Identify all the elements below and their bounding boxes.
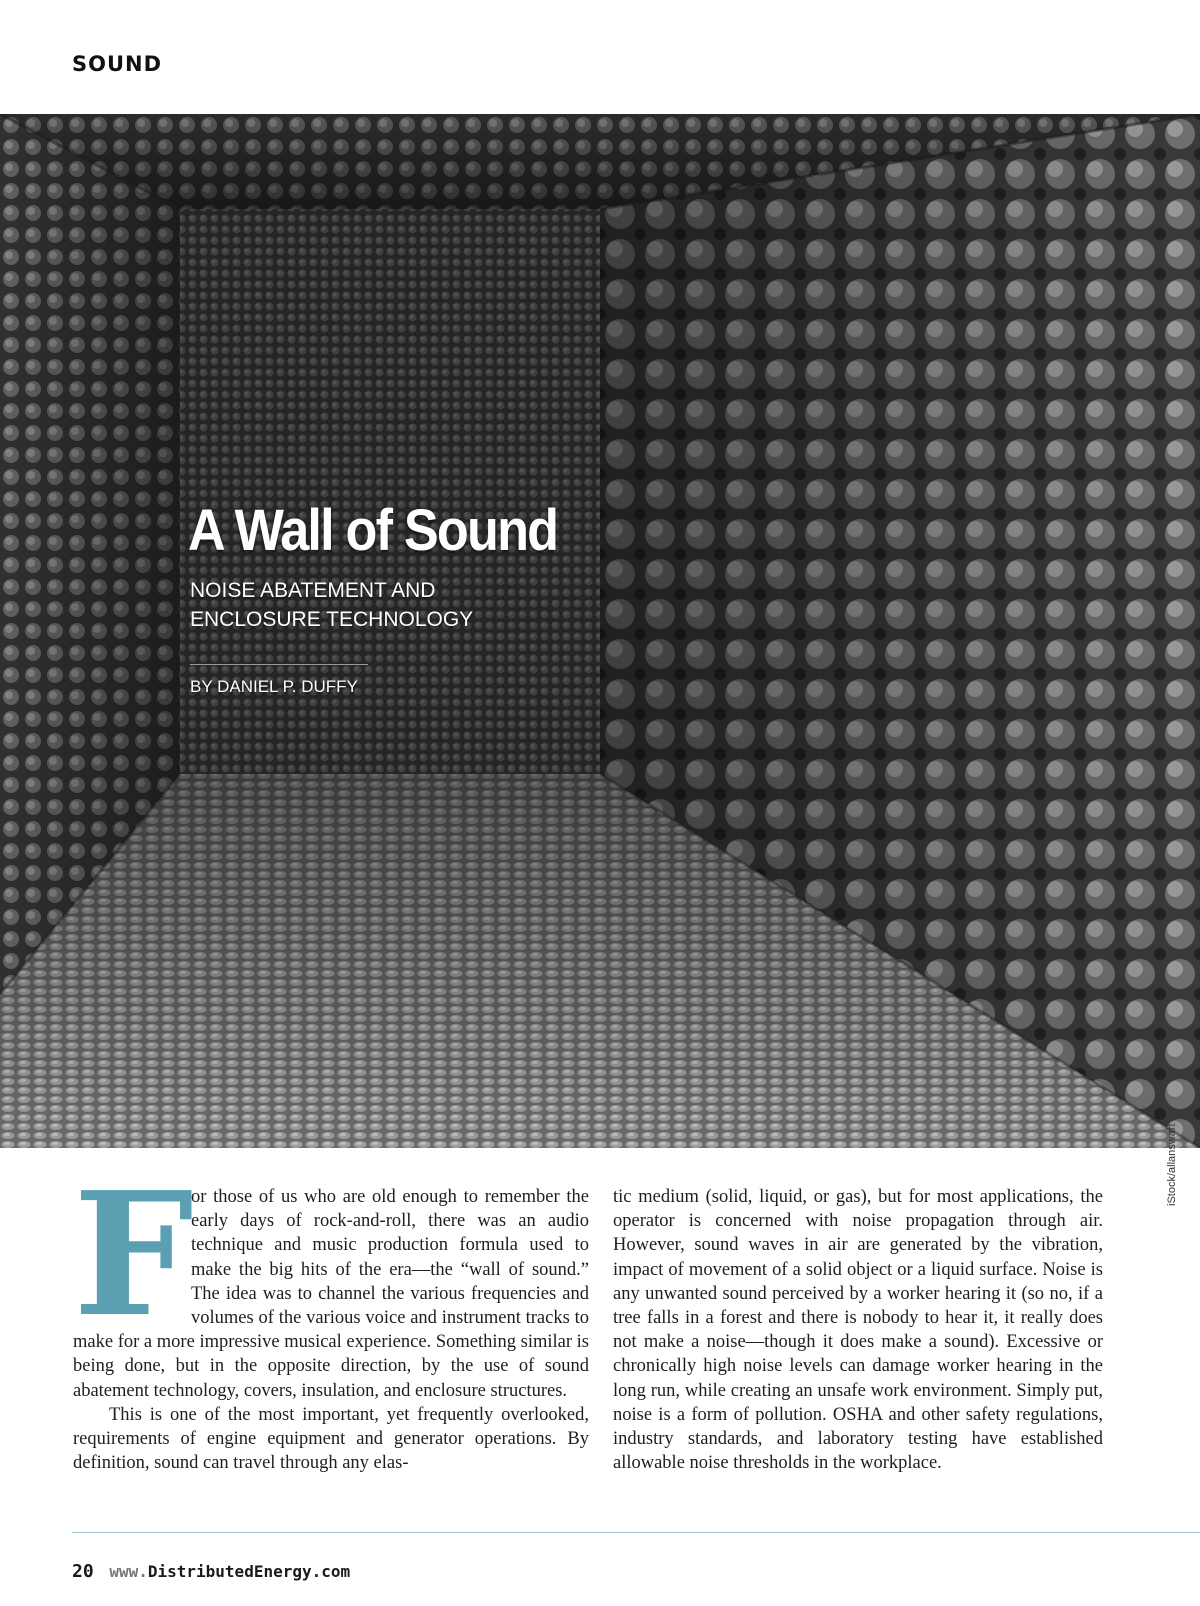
hero-image: [0, 114, 1200, 1148]
article-title: A Wall of Sound: [188, 498, 558, 563]
drop-cap: F: [73, 1155, 194, 1355]
page-number: 20: [72, 1561, 94, 1582]
section-label: SOUND: [72, 52, 163, 76]
article-byline: BY DANIEL P. DUFFY: [190, 677, 358, 696]
byline-divider: [190, 664, 368, 665]
photo-credit: iStock/allanswart: [1166, 1123, 1178, 1206]
article-paragraph: [73, 1155, 589, 1403]
acoustic-foam-room-icon: [0, 114, 1200, 1148]
page-footer: [72, 1561, 350, 1582]
website-prefix: www.: [109, 1562, 148, 1581]
article-paragraph: tic medium (solid, liquid, or gas), but for most applications, the operator is concerned with noise propagation through air. However, sound waves in air are generated by the vibration, impact of movement of a solid object or a liquid surface. Noise is any unwanted sound perceived by a worker hearing it (so no, if a tree falls in a forest and there is nobody to hear it, it really does not make a noise—though it does make a sound). Excessive or chronically high noise levels can damage worker hearing in the long run, while creating an unsafe work environment. Simply put, noise is a form of pollution. OSHA and other safety regulations, industry standards, and laboratory testing have established allowable noise thresholds in the workplace.: [613, 1187, 1103, 1474]
article-subtitle: NOISE ABATEMENT AND ENCLOSURE TECHNOLOGY: [190, 579, 474, 631]
footer-divider: [72, 1532, 1200, 1533]
article-column-right: [613, 1185, 1103, 1475]
article-paragraph: This is one of the most important, yet frequently overlooked, requirements of engine equipment and generator operations. By definition, sound can travel through any elas-: [73, 1404, 589, 1474]
article-column-left: [73, 1155, 589, 1475]
paragraph-text: or those of us who are old enough to remember the early days of rock-and-roll, there was an audio technique and music production formula used to make the big hits of the era—the “wall of sound.” The idea was to channel the various frequencies and volumes of the various voice and instrument tracks to make for a more impressive musical experience. Something similar is being done, but in the opposite direction, by the use of sound abatement technology, covers, insulation, and enclosure structures.: [73, 1187, 589, 1401]
website-domain[interactable]: DistributedEnergy.com: [147, 1562, 351, 1581]
